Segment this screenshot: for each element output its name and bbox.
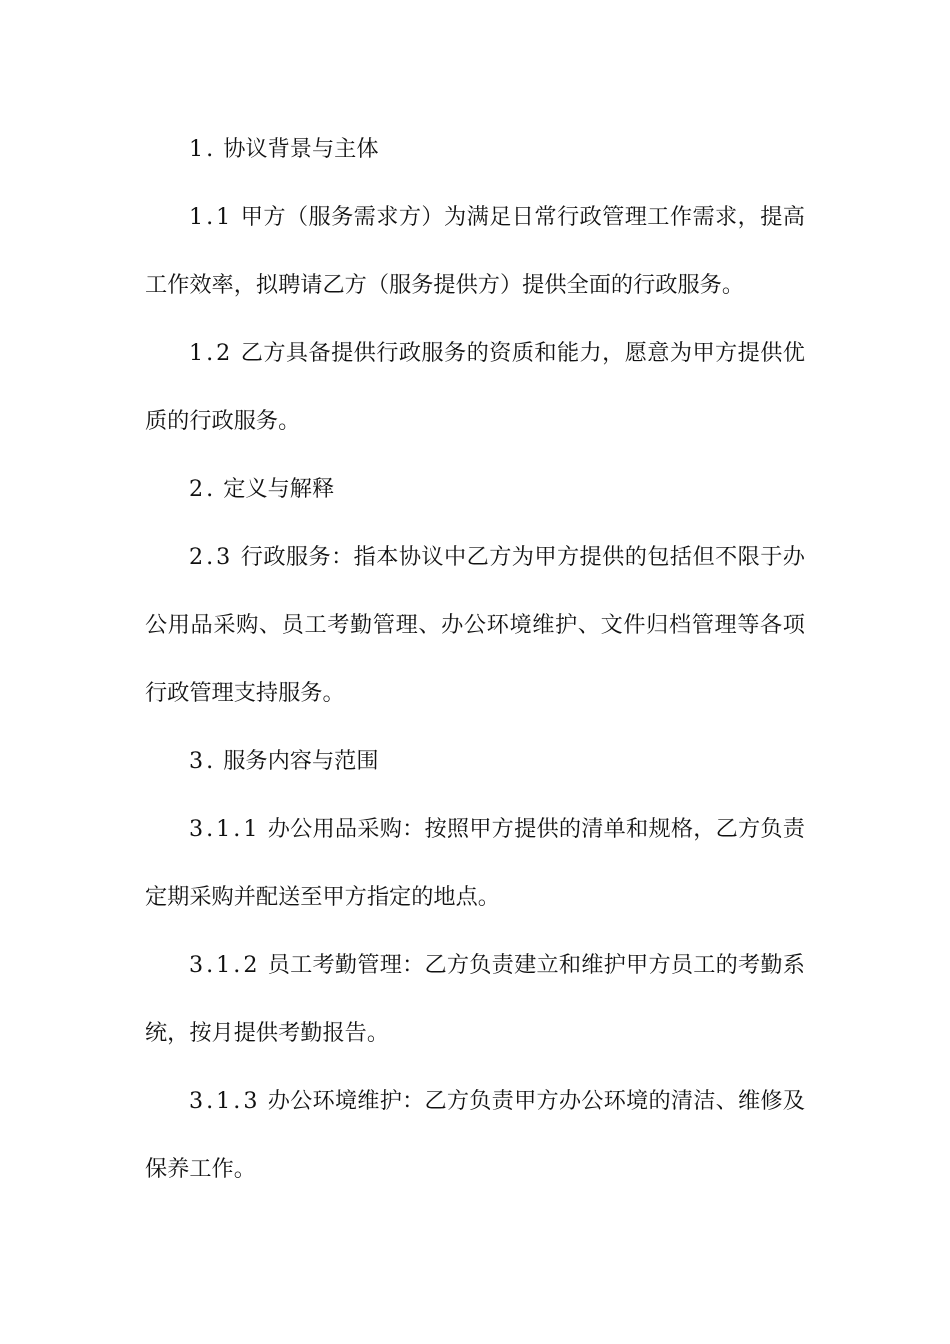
clause-text: 员工考勤管理：乙方负责建立和维护甲方员工的考勤系统，按月提供考勤报告。 bbox=[145, 952, 805, 1046]
section-heading bbox=[145, 473, 805, 505]
section-number: 2. bbox=[189, 476, 217, 502]
clause-text: 行政服务：指本协议中乙方为甲方提供的包括但不限于办公用品采购、员工考勤管理、办公环境维护、文件归档管理等各项行政管理支持服务。 bbox=[145, 544, 805, 706]
section-heading bbox=[145, 745, 805, 777]
clause-paragraph bbox=[145, 183, 805, 319]
clause-text: 办公环境维护：乙方负责甲方办公环境的清洁、维修及保养工作。 bbox=[145, 1088, 805, 1182]
clause-paragraph bbox=[145, 523, 805, 727]
clause-number: 1.2 bbox=[189, 340, 234, 366]
section-title: 服务内容与范围 bbox=[223, 748, 379, 774]
section-title: 协议背景与主体 bbox=[223, 136, 379, 162]
clause-text: 甲方（服务需求方）为满足日常行政管理工作需求，提高工作效率，拟聘请乙方（服务提供方）提供全面的行政服务。 bbox=[145, 204, 805, 298]
clause-paragraph bbox=[145, 795, 805, 931]
clause-number: 1.1 bbox=[189, 204, 234, 230]
section-number: 3. bbox=[189, 748, 217, 774]
clause-number: 3.1.2 bbox=[189, 952, 261, 978]
clause-number: 3.1.3 bbox=[189, 1088, 261, 1114]
section-number: 1. bbox=[189, 136, 217, 162]
section-heading bbox=[145, 133, 805, 165]
clause-paragraph bbox=[145, 1067, 805, 1203]
section-title: 定义与解释 bbox=[223, 476, 335, 502]
document-body bbox=[145, 133, 805, 1203]
clause-text: 办公用品采购：按照甲方提供的清单和规格，乙方负责定期采购并配送至甲方指定的地点。 bbox=[145, 816, 805, 910]
clause-paragraph bbox=[145, 319, 805, 455]
clause-text: 乙方具备提供行政服务的资质和能力，愿意为甲方提供优质的行政服务。 bbox=[145, 340, 805, 434]
clause-number: 3.1.1 bbox=[189, 816, 261, 842]
clause-number: 2.3 bbox=[189, 544, 234, 570]
clause-paragraph bbox=[145, 931, 805, 1067]
